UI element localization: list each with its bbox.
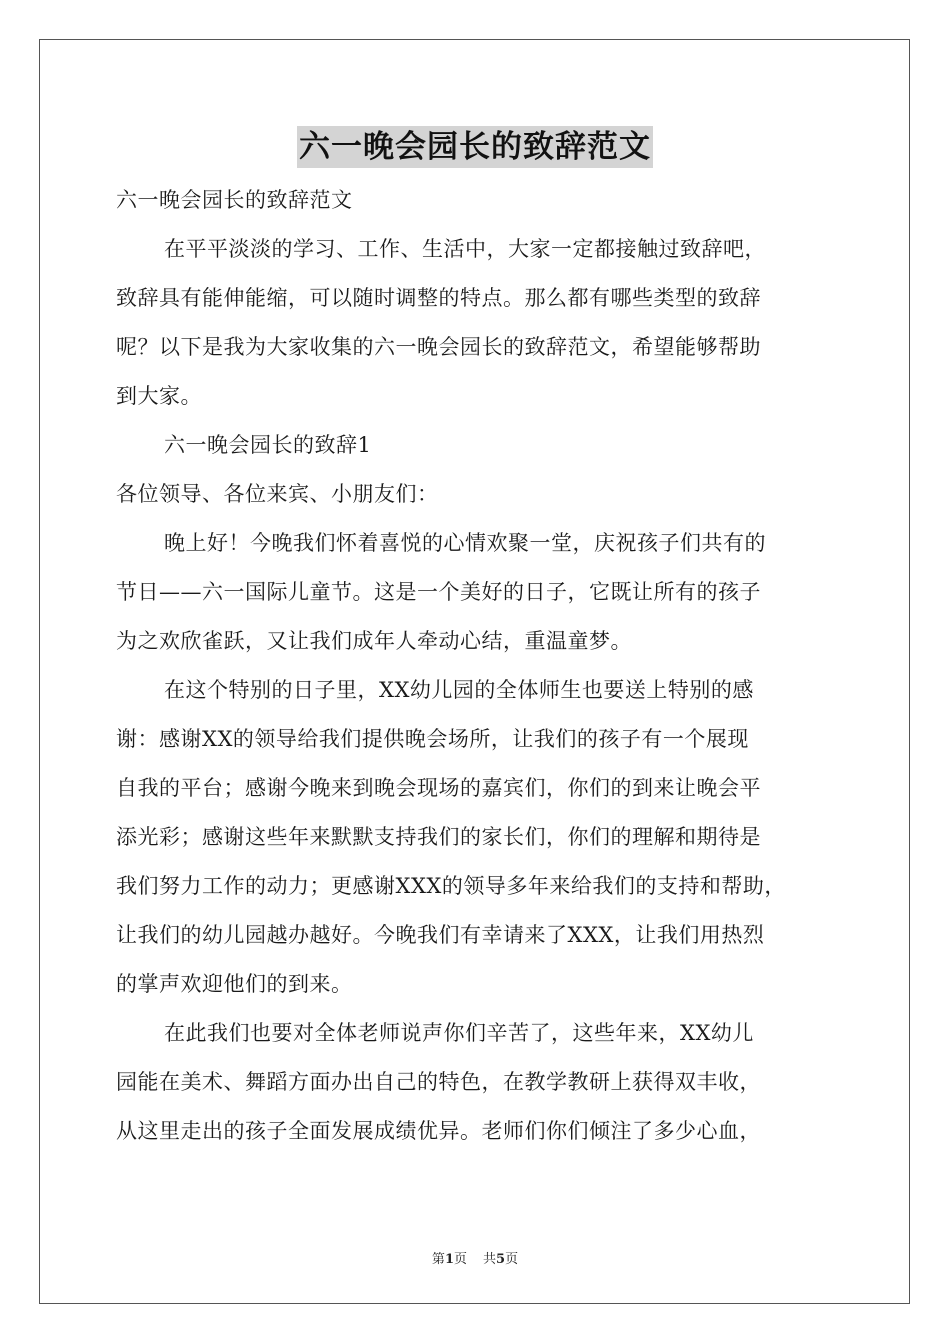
text-line: 致辞具有能伸能缩，可以随时调整的特点。那么都有哪些类型的致辞 xyxy=(116,286,761,310)
current-page-number: 1 xyxy=(444,1252,454,1267)
text-line: 节日——六一国际儿童节。这是一个美好的日子，它既让所有的孩子 xyxy=(116,580,761,604)
text-line: 园能在美术、舞蹈方面办出自己的特色，在教学教研上获得双丰收， xyxy=(116,1070,761,1094)
text-line: 的掌声欢迎他们的到来。 xyxy=(116,972,353,996)
text-line: 晚上好！今晚我们怀着喜悦的心情欢聚一堂，庆祝孩子们共有的 xyxy=(164,531,766,555)
text-line: 我们努力工作的动力；更感谢XXX的领导多年来给我们的支持和帮助， xyxy=(116,874,786,898)
text-line: 在此我们也要对全体老师说声你们辛苦了，这些年来，XX幼儿 xyxy=(164,1021,754,1045)
document-title: 六一晚会园长的致辞范文 xyxy=(297,126,653,168)
text-line: 呢？以下是我为大家收集的六一晚会园长的致辞范文，希望能够帮助 xyxy=(116,335,761,359)
text-line: 让我们的幼儿园越办越好。今晚我们有幸请来了XXX，让我们用热烈 xyxy=(116,923,765,947)
page-label-prefix: 第 xyxy=(431,1252,445,1267)
text-line: 各位领导、各位来宾、小朋友们： xyxy=(116,482,439,506)
total-label-prefix: 共 xyxy=(483,1252,497,1267)
title-container xyxy=(0,126,950,168)
text-line: 在这个特别的日子里，XX幼儿园的全体师生也要送上特别的感 xyxy=(164,678,754,702)
text-line: 从这里走出的孩子全面发展成绩优异。老师们你们倾注了多少心血， xyxy=(116,1119,761,1143)
document-body xyxy=(116,176,838,1156)
text-line: 六一晚会园长的致辞范文 xyxy=(116,188,353,212)
text-line: 在平平淡淡的学习、工作、生活中，大家一定都接触过致辞吧， xyxy=(164,237,766,261)
total-label-suffix: 页 xyxy=(505,1252,519,1267)
text-line: 自我的平台；感谢今晚来到晚会现场的嘉宾们，你们的到来让晚会平 xyxy=(116,776,761,800)
text-line: 到大家。 xyxy=(116,384,202,408)
page-label-suffix: 页 xyxy=(453,1252,467,1267)
text-line: 谢：感谢XX的领导给我们提供晚会场所，让我们的孩子有一个展现 xyxy=(116,727,749,751)
total-page-number: 5 xyxy=(496,1252,506,1267)
text-line: 六一晚会园长的致辞1 xyxy=(164,433,372,457)
text-line: 添光彩；感谢这些年来默默支持我们的家长们，你们的理解和期待是 xyxy=(116,825,761,849)
page-footer xyxy=(0,1248,950,1267)
text-line: 为之欢欣雀跃，又让我们成年人牵动心结，重温童梦。 xyxy=(116,629,632,653)
